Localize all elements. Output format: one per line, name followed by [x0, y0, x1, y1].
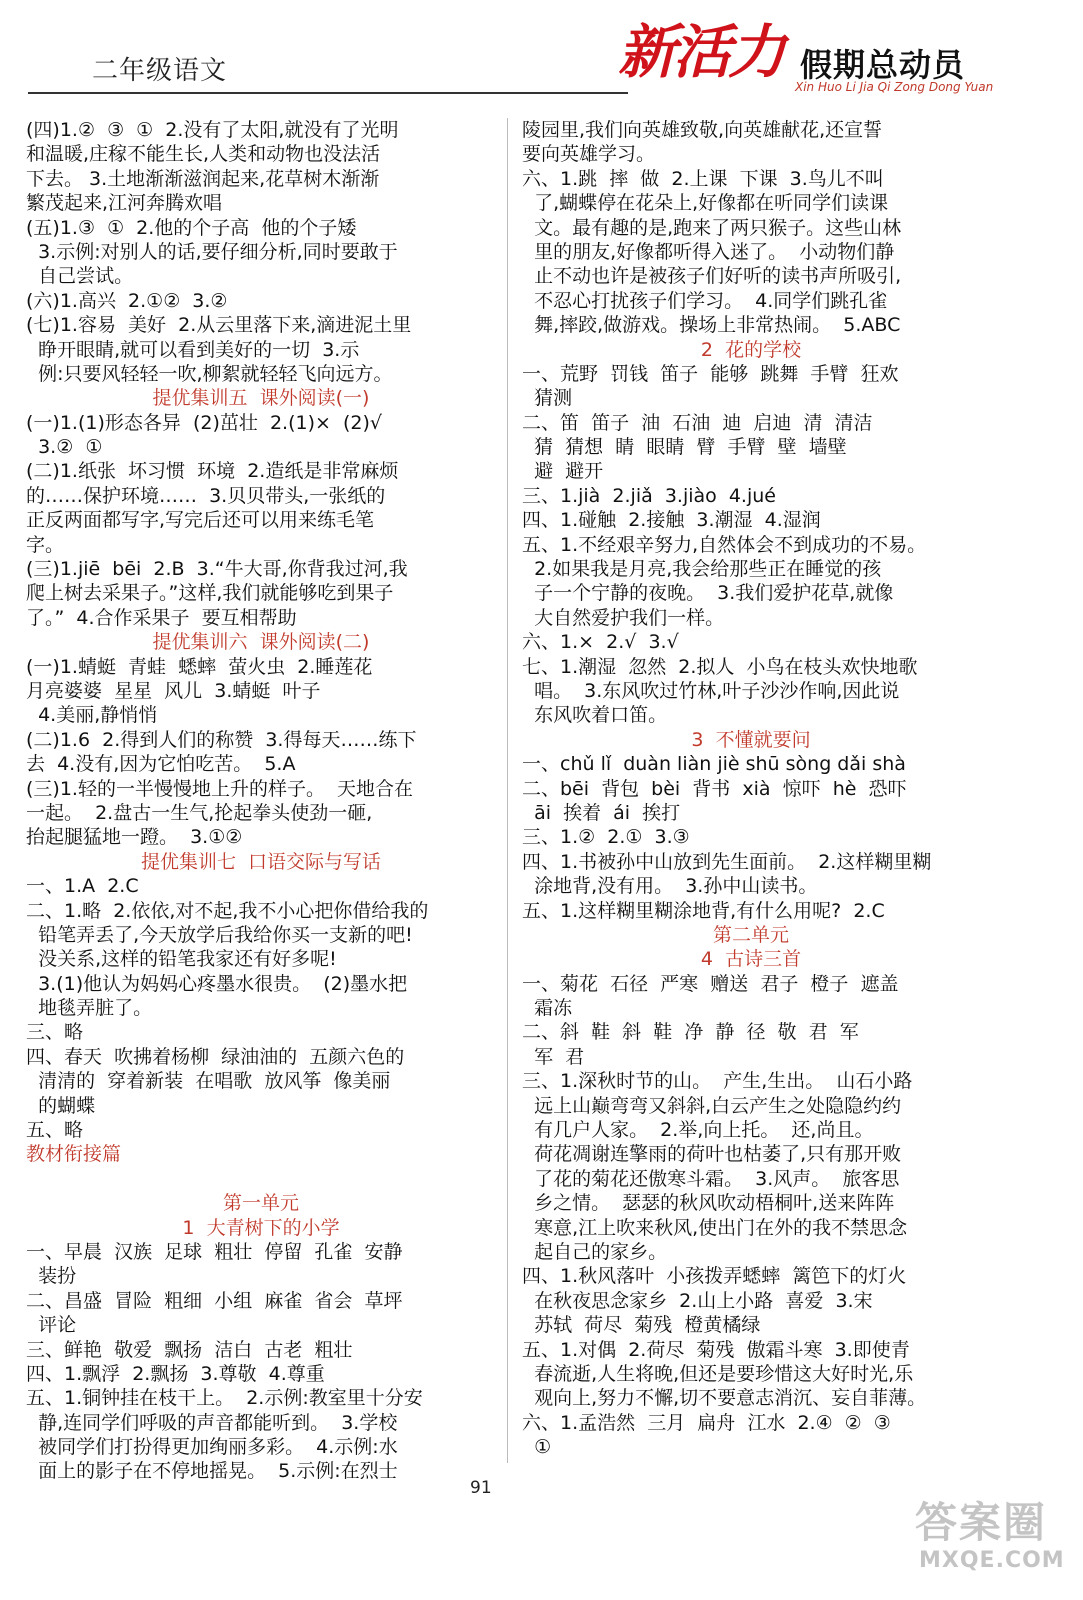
answer-line: 一、荒野 罚钱 笛子 能够 跳舞 手臂 狂欢 [522, 362, 899, 385]
answer-line: 唱。 3.东风吹过竹林,叶子沙沙作响,因此说 [522, 679, 900, 702]
watermark-url: MXQE.COM [919, 1548, 1065, 1573]
answer-line: 3.② ① [26, 436, 103, 459]
answer-line: 面上的影子在不停地摇晃。 5.示例:在烈士 [26, 1460, 398, 1483]
answer-line: 六、1.跳 摔 做 2.上课 下课 3.鸟儿不叫 [522, 167, 884, 190]
column-divider [507, 118, 508, 1463]
answer-line: 三、1.深秋时节的山。 产生,生出。 山石小路 [522, 1070, 913, 1093]
answer-line: 铅笔弄丢了,今天放学后我给你买一支新的吧! [26, 923, 413, 946]
answer-line: 自己尝试。 [26, 265, 134, 288]
answer-line: 教材衔接篇 [26, 1143, 122, 1166]
page-header [0, 0, 1083, 100]
answer-column-right [522, 118, 980, 1459]
answer-line: 荷花凋谢连擎雨的荷叶也枯萎了,只有那开败 [522, 1143, 902, 1166]
answer-line: (二)1.6 2.得到人们的称赞 3.得每天……练下 [26, 728, 417, 751]
answer-line: 一、菊花 石径 严寒 赠送 君子 橙子 遮盖 [522, 972, 899, 995]
answer-line: 五、1.这样糊里糊涂地背,有什么用呢? 2.C [522, 899, 885, 922]
answer-line: 止不动也许是被孩子们好听的读书声所吸引, [522, 265, 902, 288]
answer-line: (五)1.③ ① 2.他的个子高 他的个子矮 [26, 216, 357, 239]
answer-line: 和温暖,庄稼不能生长,人类和动物也没法活 [26, 143, 381, 166]
answer-line [26, 1167, 496, 1191]
watermark-text: 答案圈 [915, 1498, 1048, 1547]
answer-line: 大自然爱护我们一样。 [522, 606, 725, 629]
answer-line: 寒意,江上吹来秋风,使出门在外的我不禁思念 [522, 1216, 908, 1239]
answer-line: (二)1.纸张 坏习惯 环境 2.造纸是非常麻烦 [26, 460, 399, 483]
answer-line: 第二单元 [712, 923, 789, 946]
header-rule [28, 92, 628, 94]
answer-line: 一、早晨 汉族 足球 粗壮 停留 孔雀 安静 [26, 1240, 403, 1263]
page-number: 91 [470, 1478, 492, 1498]
answer-line: (七)1.容易 美好 2.从云里落下来,滴进泥土里 [26, 314, 412, 337]
answer-line: 陵园里,我们向英雄致敬,向英雄献花,还宣誓 [522, 119, 883, 141]
answer-line: 的蝴蝶 [26, 1094, 96, 1117]
answer-line: 避 避开 [522, 460, 604, 483]
watermark-logo [915, 1490, 1065, 1580]
answer-line: 第一单元 [222, 1192, 299, 1215]
answer-line: 二、bēi 背包 bèi 背书 xià 惊吓 hè 恐吓 [522, 777, 907, 800]
answer-line: 提优集训五 课外阅读(一) [152, 387, 370, 410]
answer-line: 军 君 [522, 1045, 585, 1068]
answer-line: 被同学们打扮得更加绚丽多彩。 4.示例:水 [26, 1436, 398, 1459]
answer-column-left [26, 118, 496, 1484]
answer-line: 爬上树去采果子。”这样,我们就能够吃到果子 [26, 582, 394, 605]
answer-line: 起自己的家乡。 [522, 1240, 668, 1263]
answer-line: 四、1.碰触 2.接触 3.潮湿 4.湿润 [522, 509, 821, 532]
answer-line: 装扮 [26, 1265, 77, 1288]
answer-line: 繁茂起来,江河奔腾欢唱 [26, 192, 223, 215]
brand-title: 假期总动员 [800, 46, 966, 84]
answer-line: 五、1.不经艰辛努力,自然体会不到成功的不易。 [522, 533, 927, 556]
answer-line: 月亮婆婆 星星 风儿 3.蜻蜓 叶子 [26, 679, 321, 702]
answer-line: 清清的 穿着新装 在唱歌 放风筝 像美丽 [26, 1070, 391, 1093]
answer-line: 猜测 [522, 387, 573, 410]
answer-line: 1 大青树下的小学 [182, 1216, 340, 1239]
subject-title: 二年级语文 [92, 56, 228, 86]
answer-line: 子一个宁静的夜晚。 3.我们爱护花草,就像 [522, 582, 894, 605]
answer-line: 五、略 [26, 1119, 84, 1142]
answer-line: 六、1.孟浩然 三月 扁舟 江水 2.④ ② ③ [522, 1411, 891, 1434]
answer-line: 的……保护环境…… 3.贝贝带头,一张纸的 [26, 484, 386, 507]
answer-line: 有几户人家。 2.举,向上托。 还,尚且。 [522, 1119, 874, 1142]
answer-line: 四、春天 吹拂着杨柳 绿油油的 五颜六色的 [26, 1045, 405, 1068]
answer-line: 静,连同学们呼吸的声音都能听到。 3.学校 [26, 1411, 398, 1434]
answer-line: (四)1.② ③ ① 2.没有了太阳,就没有了光明 [26, 119, 399, 141]
brand-pinyin: Xin Huo Li Jia Qi Zong Dong Yuan [795, 80, 994, 94]
answer-line: 了花的菊花还傲寒斗霜。 3.风声。 旅客思 [522, 1167, 900, 1190]
answer-line: 六、1.× 2.√ 3.√ [522, 631, 679, 654]
answer-line: āi 挨着 ái 挨打 [522, 801, 681, 824]
answer-line: (六)1.高兴 2.①② 3.② [26, 289, 228, 312]
answer-line: 霜冻 [522, 997, 573, 1020]
answer-line: 在秋夜思念家乡 2.山上小路 喜爱 3.宋 [522, 1289, 873, 1312]
answer-line: 二、斜 鞋 斜 鞋 净 静 径 敬 君 军 [522, 1021, 859, 1044]
answer-line: 观向上,努力不懈,切不要意志消沉、妄自菲薄。 [522, 1387, 927, 1410]
answer-line: 提优集训七 口语交际与写话 [140, 850, 382, 873]
answer-line: ① [522, 1436, 552, 1459]
answer-line: 提优集训六 课外阅读(二) [152, 631, 370, 654]
answer-line: 抬起腿猛地一蹬。 3.①② [26, 826, 243, 849]
answer-line: 了。” 4.合作采果子 要互相帮助 [26, 606, 297, 629]
answer-line: 五、1.对偶 2.荷尽 菊残 傲霜斗寒 3.即使青 [522, 1338, 910, 1361]
answer-line: 要向英雄学习。 [522, 143, 656, 166]
answer-line: 一、1.A 2.C [26, 875, 139, 898]
answer-line: 四、1.秋风落叶 小孩拨弄蟋蟀 篱笆下的灯火 [522, 1265, 907, 1288]
answer-line: 三、鲜艳 敬爱 飘扬 洁白 古老 粗壮 [26, 1338, 353, 1361]
answer-line: 一起。 2.盘古一生气,抡起拳头使劲一砸, [26, 801, 373, 824]
answer-line: 下去。 3.土地渐渐滋润起来,花草树木渐渐 [26, 167, 380, 190]
answer-line: 2 花的学校 [700, 338, 802, 361]
answer-line: 4.美丽,静悄悄 [26, 704, 158, 727]
answer-line: 字。 [26, 533, 65, 556]
answer-line: 四、1.书被孙中山放到先生面前。 2.这样糊里糊 [522, 850, 932, 873]
answer-line: (三)1.轻的一半慢慢地上升的样子。 天地合在 [26, 777, 414, 800]
answer-line: 三、1.jià 2.jiǎ 3.jiào 4.jué [522, 484, 776, 507]
answer-line: 苏轼 荷尽 菊残 橙黄橘绿 [522, 1314, 761, 1337]
answer-line: 3 不懂就要问 [691, 728, 811, 751]
answer-line: 不忍心打扰孩子们学习。 4.同学们跳孔雀 [522, 289, 888, 312]
answer-line: 没关系,这样的铅笔我家还有好多呢! [26, 948, 337, 971]
answer-line: 四、1.飘浮 2.飘扬 3.尊敬 4.尊重 [26, 1362, 325, 1385]
answer-line: 4 古诗三首 [700, 948, 802, 971]
answer-line: 二、昌盛 冒险 粗细 小组 麻雀 省会 草坪 [26, 1289, 403, 1312]
answer-line: 舞,摔跤,做游戏。操场上非常热闹。 5.ABC [522, 314, 901, 337]
answer-line: 睁开眼睛,就可以看到美好的一切 3.示 [26, 338, 360, 361]
answer-line: 乡之情。 瑟瑟的秋风吹动梧桐叶,送来阵阵 [522, 1192, 895, 1215]
answer-line: 二、笛 笛子 油 石油 迪 启迪 清 清洁 [522, 411, 873, 434]
answer-line: 远上山巅弯弯又斜斜,白云产生之处隐隐约约 [522, 1094, 902, 1117]
answer-line: 2.如果我是月亮,我会给那些正在睡觉的孩 [522, 558, 882, 581]
answer-line: 春流逝,人生将晚,但还是要珍惜这大好时光,乐 [522, 1362, 914, 1385]
answer-line: 了,蝴蝶停在花朵上,好像都在听同学们读课 [522, 192, 889, 215]
answer-line: 正反两面都写字,写完后还可以用来练毛笔 [26, 509, 375, 532]
answer-line: 七、1.潮湿 忽然 2.拟人 小鸟在枝头欢快地歌 [522, 655, 918, 678]
answer-line: 涂地背,没有用。 3.孙中山读书。 [522, 875, 818, 898]
answer-line: 猜 猜想 睛 眼睛 臂 手臂 壁 墙壁 [522, 436, 847, 459]
answer-line: 二、1.略 2.依依,对不起,我不小心把你借给我的 [26, 899, 429, 922]
answer-line: 一、chǔ lǐ duàn liàn jiè shū sòng dǎi shà [522, 753, 906, 776]
answer-line: 3.(1)他认为妈妈心疼墨水很贵。 (2)墨水把 [26, 972, 408, 995]
answer-line: 文。最有趣的是,跑来了两只猴子。这些山林 [522, 216, 902, 239]
answer-line: 里的朋友,好像都听得入迷了。 小动物们静 [522, 240, 895, 263]
answer-line: 评论 [26, 1314, 77, 1337]
answer-line: 三、1.② 2.① 3.③ [522, 826, 690, 849]
brand-logo-text: 新活力 [618, 18, 784, 86]
answer-line: 去 4.没有,因为它怕吃苦。 5.A [26, 753, 296, 776]
answer-line: 东风吹着口笛。 [522, 704, 668, 727]
answer-line: 3.示例:对别人的话,要仔细分析,同时要敢于 [26, 240, 398, 263]
answer-line: 五、1.铜钟挂在枝干上。 2.示例:教室里十分安 [26, 1387, 423, 1410]
answer-line: 地毯弄脏了。 [26, 997, 153, 1020]
answer-line: (一)1.蜻蜓 青蛙 蟋蟀 萤火虫 2.睡莲花 [26, 655, 373, 678]
answer-line: (三)1.jiē bēi 2.B 3.“牛大哥,你背我过河,我 [26, 558, 408, 581]
answer-line: 例:只要风轻轻一吹,柳絮就轻轻飞向远方。 [26, 362, 393, 385]
answer-line: (一)1.(1)形态各异 (2)茁壮 2.(1)× (2)√ [26, 411, 382, 434]
answer-line: 三、略 [26, 1021, 84, 1044]
